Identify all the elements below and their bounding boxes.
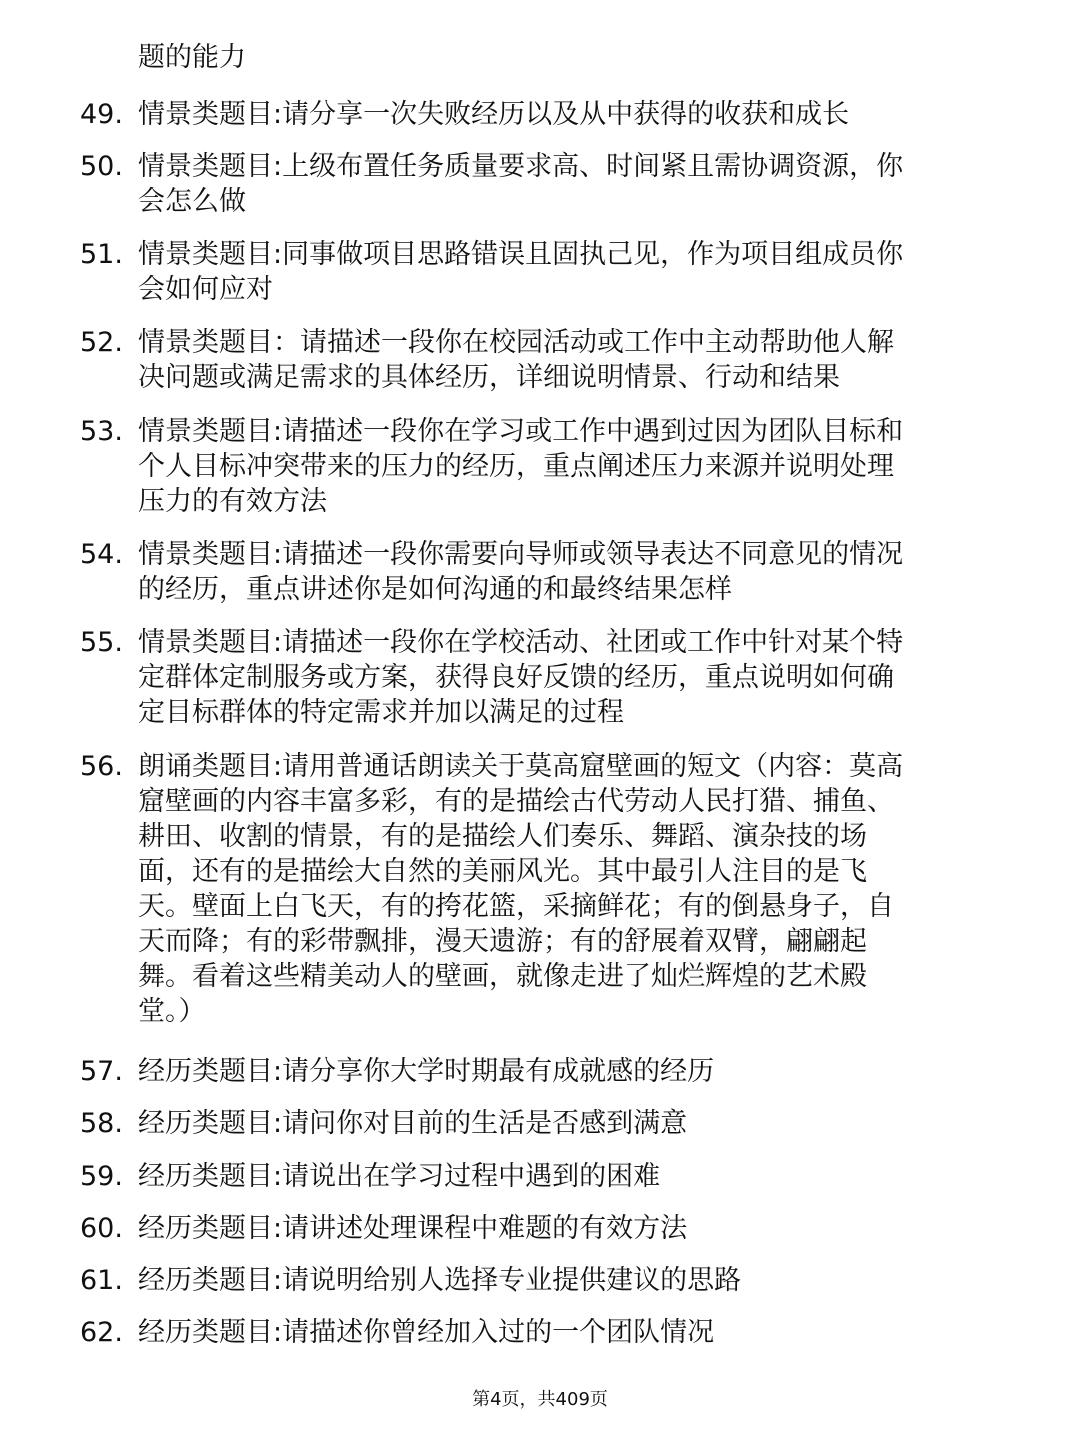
question-text-line: 定群体定制服务或方案，获得良好反馈的经历，重点说明如何确 xyxy=(138,662,894,693)
question-text-line: 耕田、收割的情景，有的是描绘人们奏乐、舞蹈、演杂技的场 xyxy=(138,821,867,852)
question-number: 61. xyxy=(80,1265,123,1296)
question-number: 58. xyxy=(80,1108,123,1139)
question-text-line: 堂。） xyxy=(138,996,206,1027)
question-number: 59. xyxy=(80,1161,123,1192)
question-text-line: 的经历，重点讲述你是如何沟通的和最终结果怎样 xyxy=(138,574,732,605)
question-number: 52. xyxy=(80,327,123,358)
question-text-line: 经历类题目:请讲述处理课程中难题的有效方法 xyxy=(138,1213,688,1244)
question-text-line: 窟壁画的内容丰富多彩，有的是描绘古代劳动人民打猎、捕鱼、 xyxy=(138,786,894,817)
question-number: 60. xyxy=(80,1213,123,1244)
question-number: 53. xyxy=(80,416,123,447)
question-text-line: 情景类题目:请描述一段你在学习或工作中遇到过因为团队目标和 xyxy=(138,416,904,447)
question-text-line: 个人目标冲突带来的压力的经历，重点阐述压力来源并说明处理 xyxy=(138,451,894,482)
question-number: 56. xyxy=(80,751,123,782)
question-text-line: 朗诵类题目:请用普通话朗读关于莫高窟壁画的短文（内容：莫高 xyxy=(138,751,904,782)
question-text-line: 情景类题目:同事做项目思路错误且固执己见，作为项目组成员你 xyxy=(138,239,904,270)
question-text-line: 经历类题目:请问你对目前的生活是否感到满意 xyxy=(138,1108,688,1139)
question-text-line: 经历类题目:请描述你曾经加入过的一个团队情况 xyxy=(138,1317,715,1348)
question-text-line: 情景类题目:请分享一次失败经历以及从中获得的收获和成长 xyxy=(138,99,850,130)
question-text-line: 经历类题目:请分享你大学时期最有成就感的经历 xyxy=(138,1056,715,1087)
question-text-line: 天而降；有的彩带飘排，漫天遗游；有的舒展着双臂，翩翩起 xyxy=(138,926,867,957)
question-number: 49. xyxy=(80,99,123,130)
question-text-line: 压力的有效方法 xyxy=(138,486,327,517)
question-text-line: 经历类题目:请说出在学习过程中遇到的困难 xyxy=(138,1161,661,1192)
question-text-line: 会怎么做 xyxy=(138,186,246,217)
question-text-line: 舞。看着这些精美动人的壁画，就像走进了灿烂辉煌的艺术殿 xyxy=(138,961,867,992)
question-number: 57. xyxy=(80,1056,123,1087)
question-number: 55. xyxy=(80,627,123,658)
question-number: 62. xyxy=(80,1317,123,1348)
question-text-line: 情景类题目:请描述一段你需要向导师或领导表达不同意见的情况 xyxy=(138,539,904,570)
question-text-line: 经历类题目:请说明给别人选择专业提供建议的思路 xyxy=(138,1265,742,1296)
question-text-line: 情景类题目：请描述一段你在校园活动或工作中主动帮助他人解 xyxy=(138,327,894,358)
question-text-line: 情景类题目:上级布置任务质量要求高、时间紧且需协调资源，你 xyxy=(138,151,904,182)
continued-text: 题的能力 xyxy=(138,42,246,73)
question-number: 54. xyxy=(80,539,123,570)
question-text-line: 面，还有的是描绘大自然的美丽风光。其中最引人注目的是飞 xyxy=(138,856,867,887)
question-text-line: 决问题或满足需求的具体经历，详细说明情景、行动和结果 xyxy=(138,362,840,393)
question-text-line: 天。壁面上白飞天，有的挎花篮，采摘鲜花；有的倒悬身子，自 xyxy=(138,891,894,922)
question-text-line: 情景类题目:请描述一段你在学校活动、社团或工作中针对某个特 xyxy=(138,627,904,658)
question-text-line: 定目标群体的特定需求并加以满足的过程 xyxy=(138,697,624,728)
question-number: 51. xyxy=(80,239,123,270)
page-footer: 第4页，共409页 xyxy=(472,1389,608,1410)
question-number: 50. xyxy=(80,151,123,182)
question-text-line: 会如何应对 xyxy=(138,274,273,305)
